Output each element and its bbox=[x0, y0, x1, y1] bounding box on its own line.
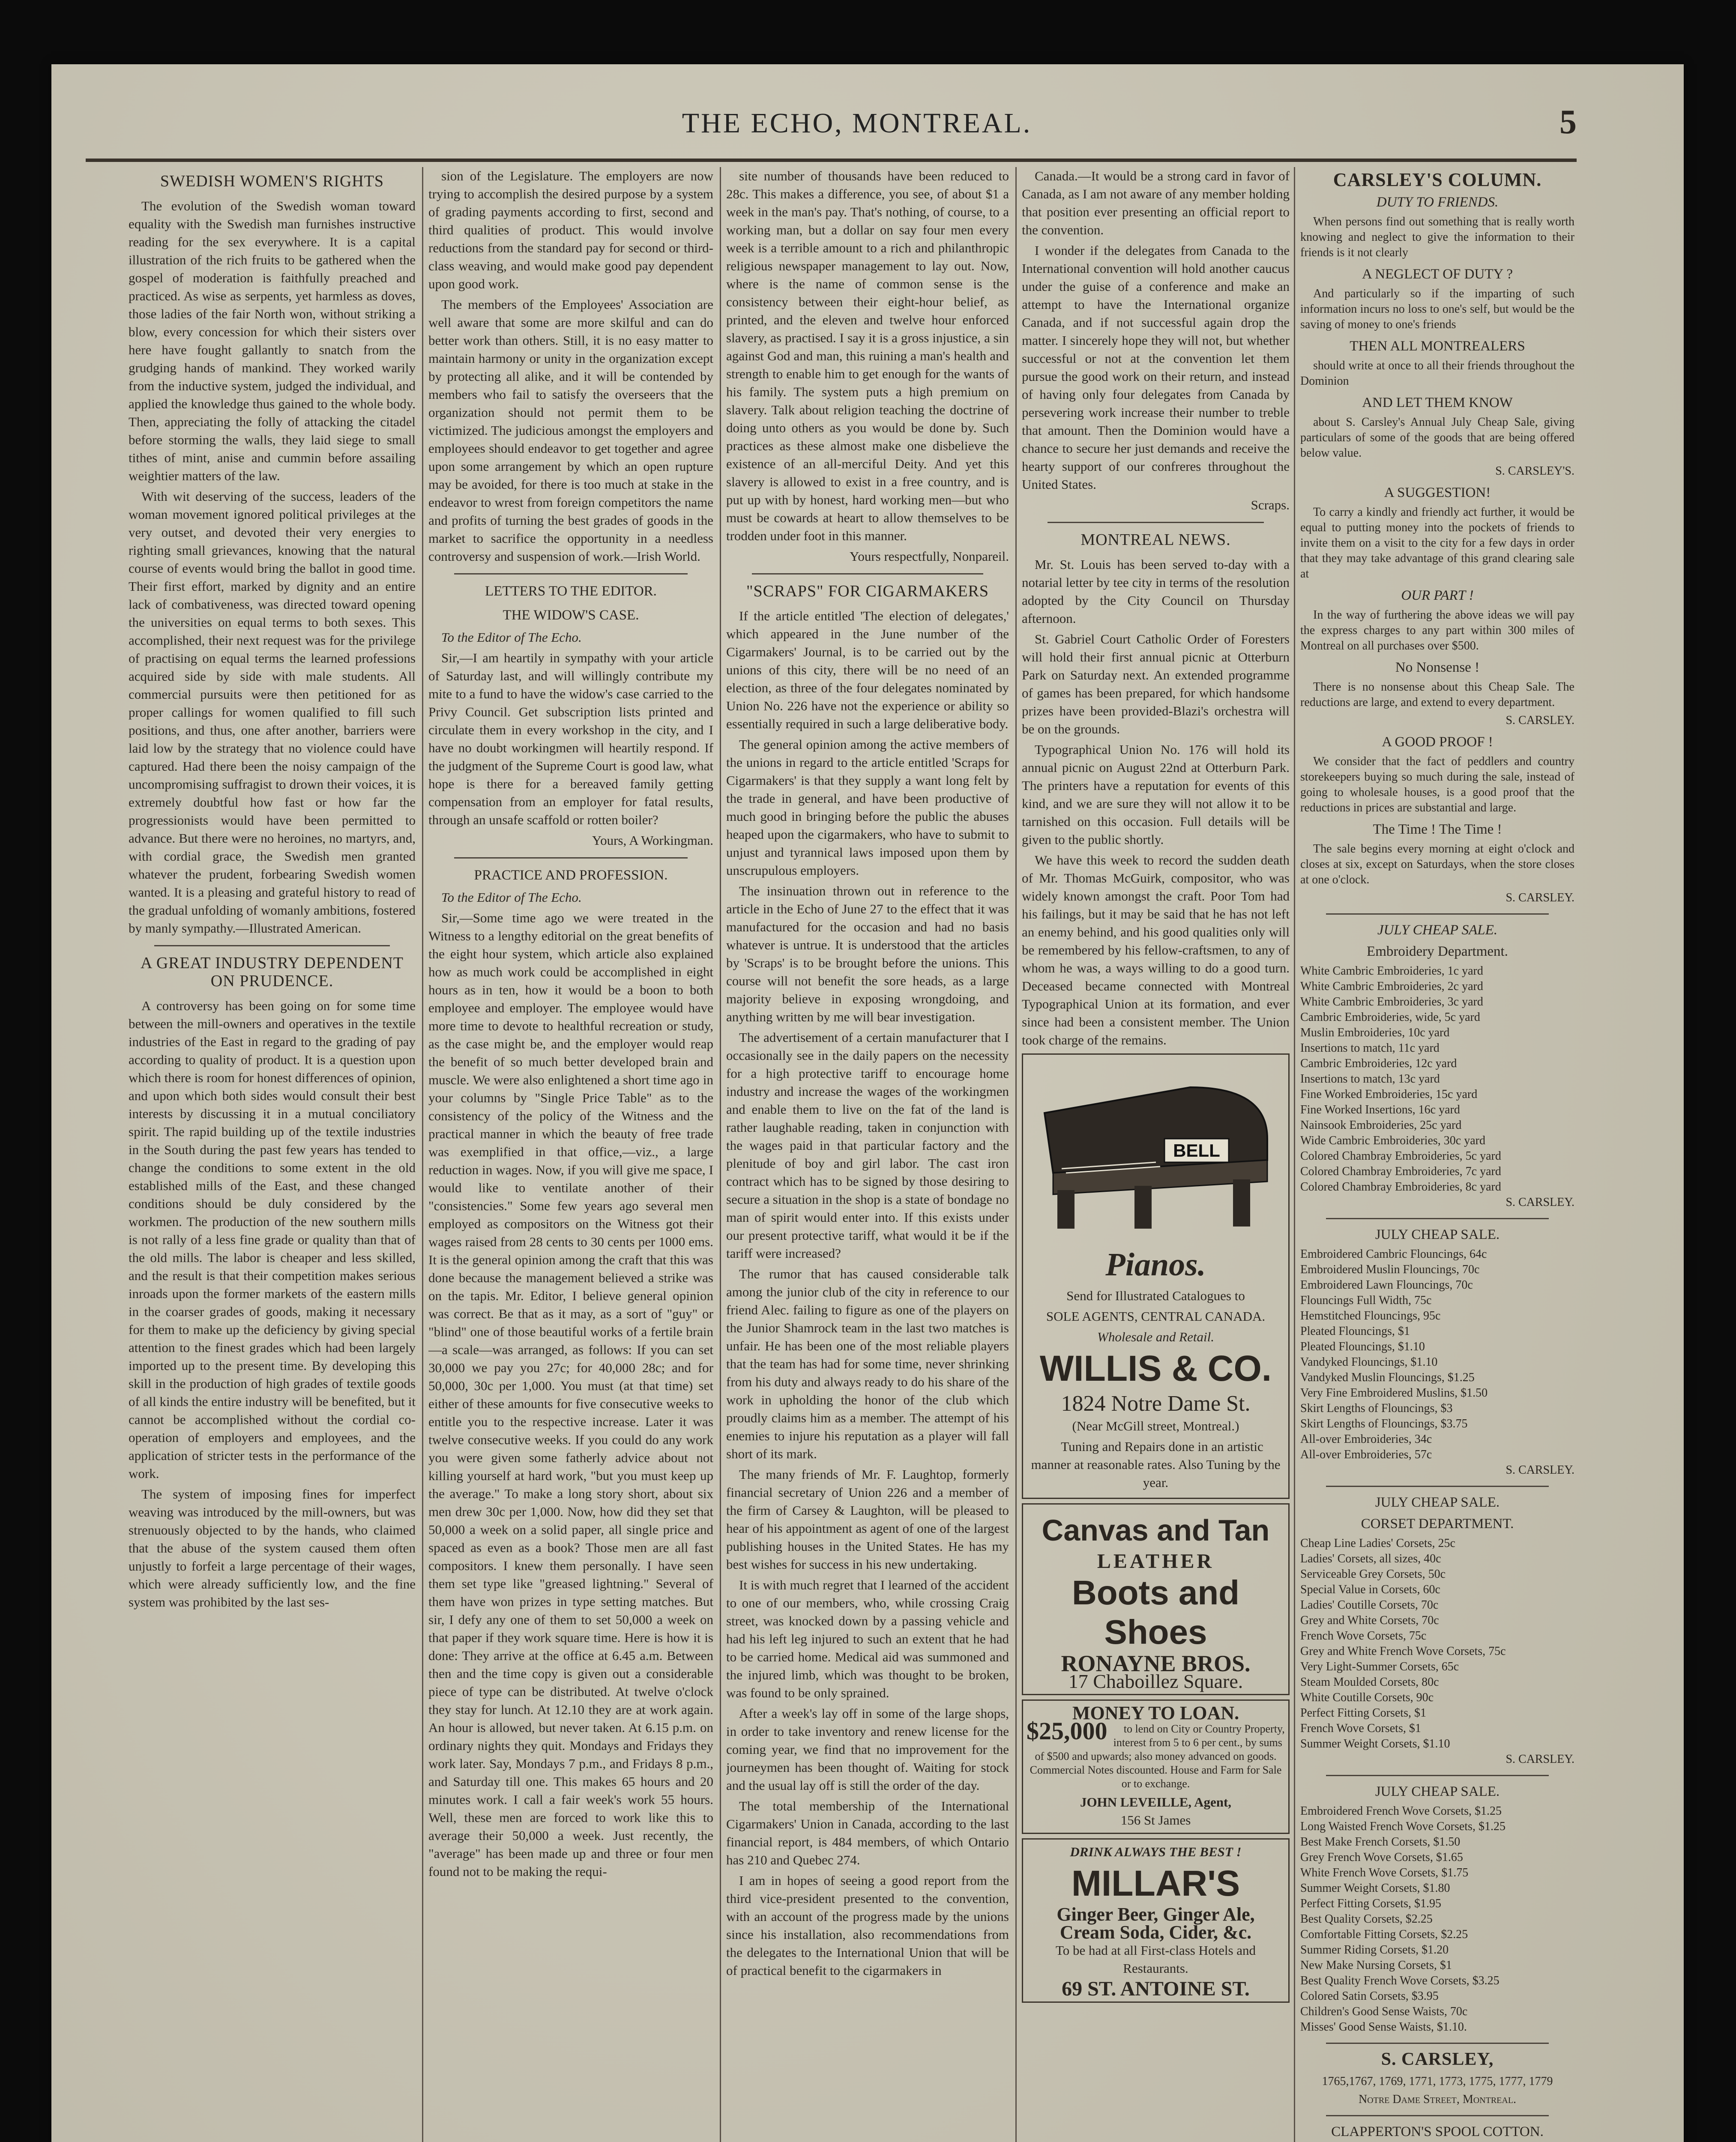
list-item: Ladies' Coutille Corsets, 70c bbox=[1300, 1598, 1439, 1612]
list-item: Ladies' Corsets, all sizes, 40c bbox=[1300, 1552, 1441, 1565]
paragraph: There is no nonsense about this Cheap Sale. The reductions are large, and extend to every department. bbox=[1300, 680, 1574, 709]
subheadline: The Time ! The Time ! bbox=[1373, 822, 1502, 837]
divider bbox=[1326, 913, 1549, 915]
masthead bbox=[86, 103, 1628, 154]
divider bbox=[1048, 522, 1264, 523]
list-item: Grey and White Corsets, 70c bbox=[1300, 1614, 1439, 1627]
paragraph: The general opinion among the active members of the unions in regard to the article entitled 'Scraps for Cigarmakers' is that they supply a want long felt by the trade in general, and have been productive of much good in bringing before the public the abuses heaped upon the cigarmakers, who have to submit to unjust and tyrannical laws imposed upon them by unscrupulous employers. bbox=[726, 737, 1009, 878]
column-3 bbox=[726, 167, 1009, 2142]
ad-text: to lend on City or Country Property, interest from 5 to 6 per cent., by sums of $500 and upwards; also money advanced on goods. Commercial Notes discounted. House and Farm for Sale or to exchange. bbox=[1030, 1723, 1285, 1790]
paragraph: I am in hopes of seeing a good report from the third vice-president presented to the convention, with an account of the progress made by the unions since his installation, also recommendations from the delegates to the International Union that will be of practical benefit to the cigarmakers in bbox=[726, 1873, 1009, 1978]
ad-line: Canvas and Tan bbox=[1042, 1514, 1270, 1547]
ad-line: Cream Soda, Cider, &c. bbox=[1060, 1922, 1252, 1943]
list-item: French Wove Corsets, 75c bbox=[1300, 1629, 1427, 1642]
headline: "SCRAPS" FOR CIGARMAKERS bbox=[746, 582, 989, 600]
paragraph: The advertisement of a certain manufacturer that I occasionally see in the daily papers on the necessity for a high protective tariff to encourage home industry and increase the wages of the workingmen and enable them to live on the fat of the land is rather laughable reading, taken in conjunction with the wages paid in that particular factory and the plenitude of boy and girl labor. The cast iron contract which has to be signed by those desiring to secure a situation in the shop is a state of bondage no man of spirit would enter into. If this exists under our present protective tariff, what would it be if the tariff were increased? bbox=[726, 1030, 1009, 1261]
ad-text: (Near McGill street, Montreal.) bbox=[1072, 1418, 1239, 1433]
ad-text: Send for Illustrated Catalogues to bbox=[1066, 1288, 1245, 1303]
paragraph: With wit deserving of the success, leaders of the woman movement ignored political privileges at the very outset, and devoted their very energies to righting small grievances, knowing that the natural course of events would bring the ballot in good time. Their first effort, marked by dignity and an entire lack of combativeness, was directed toward opening the universities on equal terms to both sexes. This accomplished, their next request was for the privilege of practising on equal terms the learned professions acquired side by side with male students. All commercial pursuits were then petitioned for as proper callings for women qualified to fill such positions, and thus, one after another, barriers were laid low by the strategy that no violence could have captured. Had there been the noisy campaign of the uncompromising suffragist to drown their voices, it is extremely doubtful how fast or how far the progressionists would have been permitted to advance. But there were no heroines, no martyrs, and, with cordial grace, the Swedish men granted whatever the prudent, forbearing Swedish women wanted. It is a pleasing and grateful history to read of the gradual unfolding of womanly ambitions, fostered by manly sympathy.—Illustrated American. bbox=[129, 489, 416, 936]
paragraph: should write at once to all their friends throughout the Dominion bbox=[1300, 359, 1574, 388]
list-item: Fine Worked Embroideries, 15c yard bbox=[1300, 1088, 1478, 1101]
list-item: Insertions to match, 11c yard bbox=[1300, 1041, 1440, 1055]
subheadline: AND LET THEM KNOW bbox=[1362, 395, 1513, 410]
paragraph: The many friends of Mr. F. Laughtop, formerly financial secretary of Union 226 and a member of the firm of Carsey & Laughton, will be pleased to hear of his appointment as agent of one of the largest publishing houses in the United States. He has my best wishes for success in his new undertaking. bbox=[726, 1467, 1009, 1572]
paragraph: The rumor that has caused considerable talk among the junior club of the city in reference to our friend Alec. failing to figure as one of the players on the Junior Shamrock team in the last two matches is unfair. He has been one of the most reliable players that the team has had for some time, never shrinking from his duty and always ready to do his share of the work in upholding the honor of the club which proudly claims him as a member. The attempt of his enemies to injure his reputation as a player will fall short of its mark. bbox=[726, 1266, 1009, 1461]
signature: Yours respectfully, Nonpareil. bbox=[850, 549, 1009, 564]
signature: S. CARSLEY. bbox=[1506, 714, 1574, 727]
list-item: Embroidered Muslin Flouncings, 70c bbox=[1300, 1263, 1480, 1276]
piano-icon bbox=[1027, 1062, 1284, 1242]
paragraph: When persons find out something that is really worth knowing and neglect to give the information to their friends is it not clearly bbox=[1300, 215, 1574, 259]
paragraph: If the article entitled 'The election of delegates,' which appeared in the June number of the Cigarmakers' Journal, is to be carried out by the unions of this city, there will be no need of an election, as three of the four delegates nominated by Union No. 226 have not the experience or ability so essentially required in such a large deliberative body. bbox=[726, 608, 1009, 731]
signature: S. CARSLEY'S. bbox=[1495, 464, 1574, 478]
dateline: To the Editor of The Echo. bbox=[441, 630, 582, 645]
list-item: All-over Embroideries, 34c bbox=[1300, 1433, 1432, 1446]
subheadline: Embroidery Department. bbox=[1367, 944, 1508, 959]
firm-address: 1765,1767, 1769, 1771, 1773, 1775, 1777, 1779 bbox=[1322, 2075, 1553, 2088]
paragraph: It is with much regret that I learned of the accident to one of our members, who, while crossing Craig street, was knocked down by a passing vehicle and had his left leg injured to such an extent that he had to be carried home. Medical aid was summoned and the injured limb, which was thought to be broken, was found to be only sprained. bbox=[726, 1577, 1009, 1700]
divider bbox=[154, 945, 390, 946]
dateline: To the Editor of The Echo. bbox=[441, 890, 582, 905]
ad-address: 156 St James bbox=[1120, 1813, 1191, 1828]
price-list bbox=[1300, 1247, 1574, 1463]
subheadline: JULY CHEAP SALE. bbox=[1375, 1495, 1500, 1510]
paragraph: Sir,—I am heartily in sympathy with your article of Saturday last, and will willingly contribute my mite to a fund to have the widow's case carried to the Privy Council. Get subscription lists printed and circulate them in every workshop in the city, and I have no doubt workingmen will heartily respond. If the judgment of the Supreme Court is good law, what hope is there for a bereaved family getting compensation from an employer for fatal results, through an unsafe scaffold or rotten boiler? bbox=[428, 650, 713, 827]
paragraph: Sir,—Some time ago we were treated in the Witness to a lengthy editorial on the great benefits of the eight hour system, which article also explained how as much work could be accomplished in eight hours as in ten, how it would be a boon to both employee and employer. The employee would have more time to devote to healthful recreation or study, as the case might be, and the employer would reap the benefit of so much better developed brain and muscle. We were also enlightened a short time ago in your columns by "Single Price Table" as to the consistency of the policy of the Witness and the practical manner in which the beauty of free trade was exemplified in that office,—viz., a large reduction in wages. Now, if you will give me space, I would like to ventilate another of their "consistencies." Some few years ago several men employed as compositors on the Witness got their wages raised from 28 cents to 30 cents per 1000 ems. It is the general opinion among the craft that this was done because the management believed a strike was on the tapis. Mr. Editor, I believe general opinion was correct. Be that as it may, as a sort of "guy" or "blind" one of those beautiful works of a fertile brain—a scale—was arranged, as follows: If you can set 30,000 we pay you 27c; for 40,000 28c; and for 50,000, 30c per 1,000. You must (at that time) set either of these amounts for five consecutive weeks to entitle you to the respective increase. Later it was twelve consecutive weeks. If you could do any work you were given some fatherly advice about not killing yourself at hard work, "but you must keep up the average." To make a long story short, about six men drew 30c per 1,000. Now, how did they set that 50,000 a week on a solid paper, all single price and spaced as even as a book? Those men are all fast compositors. I knew them personally. I have seen them set type like "greased lightning." Several of them have won prizes in type setting matches. But sir, I defy any one of them to set 50,000 a week on that paper if they work square time. Here is how it is done: They arrive at the office at 6.45 a.m. Between then and the time copy is given out a considerable piece of type can be distributed. At twelve o'clock they stay for lunch. At 12.10 they are at work again. An hour is allowed, but never taken. At 6.15 p.m. on ordinary nights they quit. Mondays and Fridays they work later. Say, Mondays 7 p.m., and Fridays 8 p.m., and Saturday till one. This makes 65 hours and 20 minutes work. I call a fair week's work 55 hours. Well, these men are forced to work like this to average their 50,000 a week. Just recently, the "average" has been made up and three or four men found not to be making the requi- bbox=[428, 910, 713, 1879]
list-item: Summer Weight Corsets, $1.80 bbox=[1300, 1882, 1450, 1895]
ad-line: Ginger Beer, Ginger Ale, bbox=[1057, 1904, 1255, 1925]
paragraph: Mr. St. Louis has been served to-day with a notarial letter by tee city in terms of the resolution adopted by the City Council on Thursday afternoon. bbox=[1022, 557, 1290, 626]
list-item: White Coutille Corsets, 90c bbox=[1300, 1691, 1434, 1704]
list-item: Embroidered Lawn Flouncings, 70c bbox=[1300, 1278, 1473, 1292]
subheadline: OUR PART ! bbox=[1401, 588, 1474, 603]
list-item: White Cambric Embroideries, 2c yard bbox=[1300, 980, 1483, 993]
subheadline: A NEGLECT OF DUTY ? bbox=[1362, 266, 1513, 282]
list-item: Muslin Embroideries, 10c yard bbox=[1300, 1026, 1450, 1039]
paragraph: Canada.—It would be a strong card in favor of Canada, as I am not aware of any member holding that position ever presenting an official report to the convention. bbox=[1022, 168, 1290, 237]
ad-title: Pianos. bbox=[1105, 1247, 1206, 1283]
ad-agent: JOHN LEVEILLE, Agent, bbox=[1080, 1795, 1232, 1810]
paragraph: The evolution of the Swedish woman toward equality with the Swedish man furnishes instructive reading for the sex everywhere. It is a capital illustration of the rich fruits to be gathered when the gospel of moderation is faithfully preached and practiced. As wise as serpents, yet harmless as doves, those ladies of the fair North won, without striking a blow, every concession for which their sisters over here have fought gallantly to snatch from the grudging hands of mankind. They worked warily from the inductive system, judged the individual, and applied the knowledge thus gained to the whole body. Then, appreciating the folly of attacking the citadel before storming the walls, they laid siege to small tithes of mint, anise and cummin before assailing weightier matters of the law. bbox=[129, 198, 416, 483]
paragraph: The system of imposing fines for imperfect weaving was introduced by the mill-owners, but was strenuously objected to by the hands, who claimed that the abuse of the system caused them often unjustly to forfeit a large percentage of their wages, which were already sufficiently low, and the fine system was prohibited by the last ses- bbox=[129, 1487, 416, 1609]
ad-tagline: DRINK ALWAYS THE BEST ! bbox=[1070, 1844, 1242, 1859]
subheadline: DUTY TO FRIENDS. bbox=[1376, 194, 1499, 210]
list-item: White French Wove Corsets, $1.75 bbox=[1300, 1866, 1469, 1879]
list-item: Best Quality French Wove Corsets, $3.25 bbox=[1300, 1974, 1500, 1987]
list-item: Children's Good Sense Waists, 70c bbox=[1300, 2005, 1468, 2018]
list-item: White Cambric Embroideries, 1c yard bbox=[1300, 964, 1483, 978]
list-item: Colored Chambray Embroideries, 7c yard bbox=[1300, 1165, 1501, 1178]
subheadline: CLAPPERTON'S SPOOL COTTON. bbox=[1331, 2124, 1544, 2139]
paragraph: After a week's lay off in some of the large shops, in order to take inventory and renew license for the coming year, we find that no improvement for the journeymen has been thought of. Waiting for stock and the usual lay off is still the order of the day. bbox=[726, 1706, 1009, 1793]
piano-brand: BELL bbox=[1173, 1140, 1220, 1161]
ad-text: To be had at all First-class Hotels and Restaurants. bbox=[1055, 1943, 1256, 1976]
list-item: Special Value in Corsets, 60c bbox=[1300, 1583, 1440, 1596]
paragraph: Typographical Union No. 176 will hold its annual picnic on August 22nd at Otterburn Park. The printers have a reputation for events of this kind, and we are sure they will not allow it to be tarnished on this occasion. Full details will be given to the public shortly. bbox=[1022, 742, 1290, 847]
subheadline: THE WIDOW'S CASE. bbox=[503, 607, 639, 623]
subheadline: JULY CHEAP SALE. bbox=[1375, 1227, 1500, 1242]
list-item: All-over Embroideries, 57c bbox=[1300, 1448, 1432, 1461]
paragraph: about S. Carsley's Annual July Cheap Sale, giving particulars of some of the goods that are being offered below value. bbox=[1300, 416, 1574, 460]
ad-title: MONEY TO LOAN. bbox=[1072, 1702, 1239, 1723]
list-item: Grey French Wove Corsets, $1.65 bbox=[1300, 1851, 1463, 1864]
newspaper-title: THE ECHO, MONTREAL. bbox=[682, 108, 1032, 139]
paragraph: I wonder if the delegates from Canada to the International convention will hold another caucus under the guise of a conference and make an attempt to have the International organize Canada, and if not successful again drop the matter. I sincerely hope they will not, but whether successful or not at the convention let them pursue the good work on their return, and instead of having only four delegates from Canada by persevering work increase their number to treble that amount. Then the Dominion would have a chance to secure her just demands and receive the hearty support of our confreres throughout the United States. bbox=[1022, 243, 1290, 492]
ad-line: LEATHER bbox=[1097, 1550, 1215, 1573]
list-item: Vandyked Muslin Flouncings, $1.25 bbox=[1300, 1371, 1475, 1384]
signature: S. CARSLEY. bbox=[1506, 1196, 1574, 1209]
subheadline: CORSET DEPARTMENT. bbox=[1361, 1516, 1514, 1532]
price-list bbox=[1300, 1804, 1574, 2035]
list-item: Hemstitched Flouncings, 95c bbox=[1300, 1309, 1441, 1322]
firm-name: S. CARSLEY, bbox=[1381, 2049, 1494, 2069]
list-item: Serviceable Grey Corsets, 50c bbox=[1300, 1568, 1446, 1581]
ad-address: 69 ST. ANTOINE ST. bbox=[1062, 1977, 1250, 2000]
list-item: Grey and White French Wove Corsets, 75c bbox=[1300, 1645, 1506, 1658]
list-item: Nainsook Embroideries, 25c yard bbox=[1300, 1119, 1462, 1132]
list-item: White Cambric Embroideries, 3c yard bbox=[1300, 995, 1483, 1008]
list-item: Very Fine Embroidered Muslins, $1.50 bbox=[1300, 1386, 1488, 1400]
page-number: 5 bbox=[1559, 103, 1577, 141]
paragraph: site number of thousands have been reduced to 28c. This makes a difference, you see, of about $1 a week in the man's pay. That's nothing, of course, to a working man, but a dollar on say four men every week is a terrible amount to a rich and philanthropic religious newspaper management to lay out. Now, where is the name of common sense is the consistency between their eight-hour belief, as printed, and the eleven and twelve hour enforced slavery, as practised. I say it is a gross injustice, a sin against God and man, this ruining a man's health and strength to enable him to get enough for the wants of his family. The system puts a high premium on slavery. Talk about religion teaching the doctrine of doing unto others as you would be done by. Such practices as these almost make one disbelieve the existence of an all-merciful Deity. And yet this slavery is allowed to exist in a free country, and is put up with by honest, hard working men—but who must be cowards at heart to allow themselves to be trodden under foot in this manner. bbox=[726, 168, 1009, 543]
divider bbox=[1326, 1218, 1549, 1219]
price-list bbox=[1300, 1536, 1574, 1752]
list-item: Fine Worked Insertions, 16c yard bbox=[1300, 1103, 1460, 1116]
list-item: Cambric Embroideries, wide, 5c yard bbox=[1300, 1011, 1480, 1024]
list-item: Steam Moulded Corsets, 80c bbox=[1300, 1675, 1439, 1689]
list-item: Pleated Flouncings, $1.10 bbox=[1300, 1340, 1425, 1353]
list-item: Colored Satin Corsets, $3.95 bbox=[1300, 1989, 1439, 2003]
subheadline: A SUGGESTION! bbox=[1384, 485, 1491, 500]
list-item: Embroidered French Wove Corsets, $1.25 bbox=[1300, 1804, 1502, 1818]
signature: S. CARSLEY. bbox=[1506, 1463, 1574, 1477]
paragraph: The sale begins every morning at eight o'clock and closes at six, except on Saturdays, when the store closes at one o'clock. bbox=[1300, 842, 1574, 886]
headline: MONTREAL NEWS. bbox=[1081, 531, 1231, 549]
paragraph: In the way of furthering the above ideas we will pay the express charges to any part within 300 miles of Montreal on all purchases over $500. bbox=[1300, 608, 1574, 652]
list-item: Pleated Flouncings, $1 bbox=[1300, 1325, 1410, 1338]
piano-advertisement bbox=[1022, 1053, 1290, 1499]
list-item: Best Quality Corsets, $2.25 bbox=[1300, 1912, 1433, 1926]
column-divider bbox=[422, 167, 423, 2142]
price-list bbox=[1300, 963, 1574, 1195]
subheadline: A GOOD PROOF ! bbox=[1382, 734, 1493, 750]
headline: CARSLEY'S COLUMN. bbox=[1333, 169, 1542, 190]
divider bbox=[1326, 1775, 1549, 1776]
headline: LETTERS TO THE EDITOR. bbox=[485, 583, 657, 599]
list-item: Wide Cambric Embroideries, 30c yard bbox=[1300, 1134, 1485, 1147]
divider bbox=[454, 857, 688, 859]
list-item: French Wove Corsets, $1 bbox=[1300, 1722, 1421, 1735]
list-item: Misses' Good Sense Waists, $1.10. bbox=[1300, 2020, 1467, 2034]
list-item: Colored Chambray Embroideries, 8c yard bbox=[1300, 1180, 1501, 1194]
divider bbox=[752, 573, 983, 574]
boots-advertisement bbox=[1022, 1503, 1290, 1695]
ad-line: Boots and Shoes bbox=[1072, 1574, 1240, 1651]
subheadline: JULY CHEAP SALE. bbox=[1377, 922, 1498, 938]
ad-amount: $25,000 bbox=[1027, 1717, 1107, 1745]
paragraph: A controversy has been going on for some time between the mill-owners and operatives in the textile industries of the East in regard to the grading of pay according to quality of product. It is a question upon which there is room for honest differences of opinion, and upon which both sides would consult their best interests by discussing it in a mutual conciliatory spirit. The rapid building up of the textile industries in the South during the past few years has tended to change the conditions to some extent in the old established mills of the East, and these changed conditions should be duly considered by the workmen. The production of the new southern mills is not rally of a less fine grade or quality than that of the old mills. The labor is cheaper and less skilled, and the result is that their competition makes serious inroads upon the former markets of the eastern mills in the coarser grades of goods, making it necessary for them to make up the deficiency by giving special attention to the finest grades which had been largely imported up to the present time. By developing this skill in the production of high grades of textile goods of all kinds the entire industry will be benefited, but it cannot be accomplished without the cordial co-operation of employers and employees, and the application of stricter tests in the performance of the work. bbox=[129, 998, 416, 1481]
list-item: Skirt Lengths of Flouncings, $3.75 bbox=[1300, 1417, 1468, 1430]
list-item: Skirt Lengths of Flouncings, $3 bbox=[1300, 1402, 1453, 1415]
column-2 bbox=[428, 167, 713, 2142]
list-item: Vandyked Flouncings, $1.10 bbox=[1300, 1355, 1438, 1369]
column-4 bbox=[1022, 167, 1290, 2142]
masthead-rule bbox=[86, 159, 1577, 162]
divider bbox=[1326, 2043, 1549, 2044]
subheadline: THEN ALL MONTREALERS bbox=[1350, 338, 1525, 354]
column-5 bbox=[1300, 167, 1574, 2142]
signature: Scraps. bbox=[1251, 497, 1290, 512]
firm-street: Notre Dame Street, Montreal. bbox=[1358, 2093, 1517, 2106]
piano-illustration bbox=[1027, 1062, 1285, 1242]
ad-address: 1824 Notre Dame St. bbox=[1061, 1391, 1251, 1416]
subheadline: No Nonsense ! bbox=[1395, 660, 1480, 675]
divider bbox=[454, 573, 688, 574]
list-item: Long Waisted French Wove Corsets, $1.25 bbox=[1300, 1820, 1506, 1833]
list-item: New Make Nursing Corsets, $1 bbox=[1300, 1959, 1452, 1972]
signature: S. CARSLEY. bbox=[1506, 891, 1574, 904]
ad-firm: WILLIS & CO. bbox=[1039, 1348, 1272, 1388]
ad-text: Wholesale and Retail. bbox=[1097, 1329, 1214, 1344]
headline: PRACTICE AND PROFESSION. bbox=[474, 868, 668, 883]
paragraph: And particularly so if the imparting of such information incurs no loss to one's self, but would be the saving of money to one's friends bbox=[1300, 287, 1574, 331]
paragraph: sion of the Legislature. The employers are now trying to accomplish the desired purpose by a system of grading payments according to first, second and third qualities of product. This would involve reductions from the standard pay for second or third-class weaving, and would make good pay dependent upon good work. bbox=[428, 168, 713, 291]
column-divider bbox=[1015, 167, 1017, 2142]
paragraph: The insinuation thrown out in reference to the article in the Echo of June 27 to the effect that it was manufactured for the occasion and had no basis whatever is untrue. It is understood that the articles by 'Scraps' is to be brought before the unions. This course will not benefit the sore heads, as a large majority believe in exposing wrongdoing, and anything written by me will bear investigation. bbox=[726, 883, 1009, 1024]
list-item: Best Make French Corsets, $1.50 bbox=[1300, 1835, 1461, 1849]
ad-address: 17 Chaboillez Square. bbox=[1068, 1670, 1243, 1692]
headline: SWEDISH WOMEN'S RIGHTS bbox=[160, 172, 384, 190]
ad-firm: RONAYNE BROS. bbox=[1061, 1651, 1251, 1676]
list-item: Insertions to match, 13c yard bbox=[1300, 1072, 1440, 1086]
headline: A GREAT INDUSTRY DEPENDENT ON PRUDENCE. bbox=[141, 954, 404, 990]
millar-advertisement bbox=[1022, 1838, 1290, 2003]
ad-text: Tuning and Repairs done in an artistic manner at reasonable rates. Also Tuning by the year. bbox=[1031, 1439, 1281, 1490]
list-item: Summer Riding Corsets, $1.20 bbox=[1300, 1943, 1449, 1957]
column-1 bbox=[129, 167, 416, 2142]
divider bbox=[1326, 2115, 1549, 2116]
list-item: Colored Chambray Embroideries, 5c yard bbox=[1300, 1149, 1501, 1163]
paragraph: The total membership of the International Cigarmakers' Union in Canada, according to the last financial report, is 484 members, of which Ontario has 210 and Quebec 274. bbox=[726, 1798, 1009, 1867]
signature: S. CARSLEY. bbox=[1506, 1753, 1574, 1766]
paragraph: To carry a kindly and friendly act further, it would be equal to putting money into the pockets of friends to invite them on a visit to the city for a few days in order that they may take advantage of this grand clearing sale at bbox=[1300, 506, 1574, 580]
column-divider bbox=[720, 167, 721, 2142]
subheadline: JULY CHEAP SALE. bbox=[1375, 1784, 1500, 1799]
list-item: Perfect Fitting Corsets, $1.95 bbox=[1300, 1897, 1441, 1910]
paragraph: The members of the Employees' Association are well aware that some are more skilful and can do better work than others. Still, it is no easy matter to maintain harmony or unity in the organization except by protecting all alike, and it will be contended by members who fail to satisfy the overseers that the organization should not permit them to be victimized. The judicious amongst the employers and employees should endeavor to get together and agree upon some arrangement by which an open rupture may be avoided, for there is too much at stake in the endeavor to wrest from foreign competitors the name and profits of turning the best grades of goods in the market to sacrifice the opportunity in a needless controversy and suspension of work.—Irish World. bbox=[428, 297, 713, 564]
divider bbox=[1326, 1486, 1549, 1487]
paragraph: We consider that the fact of peddlers and country storekeepers buying so much during the sale, instead of going to wholesale houses, is a good proof that the reductions in prices are substantial and large. bbox=[1300, 755, 1574, 814]
list-item: Embroidered Cambric Flouncings, 64c bbox=[1300, 1248, 1487, 1261]
paragraph: St. Gabriel Court Catholic Order of Foresters will hold their first annual picnic at Otterburn Park on Saturday next. An extended programme of games has been prepared, for which handsome prizes have been provided-Blazi's orchestra will be on the grounds. bbox=[1022, 631, 1290, 736]
list-item: Very Light-Summer Corsets, 65c bbox=[1300, 1660, 1459, 1673]
list-item: Cheap Line Ladies' Corsets, 25c bbox=[1300, 1537, 1455, 1550]
list-item: Summer Weight Corsets, $1.10 bbox=[1300, 1737, 1450, 1750]
list-item: Cambric Embroideries, 12c yard bbox=[1300, 1057, 1457, 1070]
column-divider bbox=[1294, 167, 1295, 2142]
paragraph: We have this week to record the sudden death of Mr. Thomas McGuirk, compositor, who was widely known amongst the craft. Poor Tom had his failings, but it may be said that he has not left an enemy behind, and his good qualities only will be remembered by his fellow-craftsmen, to any of whom he was, a ways willing to do a good turn. Deceased became connected with Montreal Typographical Union at its formation, and ever since had been a consistent member. The Union took charge of the remains. bbox=[1022, 853, 1290, 1047]
list-item: Flouncings Full Width, 75c bbox=[1300, 1294, 1432, 1307]
list-item: Comfortable Fitting Corsets, $2.25 bbox=[1300, 1928, 1468, 1941]
ad-text: SOLE AGENTS, CENTRAL CANADA. bbox=[1046, 1309, 1266, 1324]
ad-firm: MILLAR'S bbox=[1071, 1863, 1240, 1903]
list-item: Perfect Fitting Corsets, $1 bbox=[1300, 1706, 1426, 1720]
signature: Yours, A Workingman. bbox=[592, 833, 713, 848]
money-advertisement bbox=[1022, 1699, 1290, 1834]
